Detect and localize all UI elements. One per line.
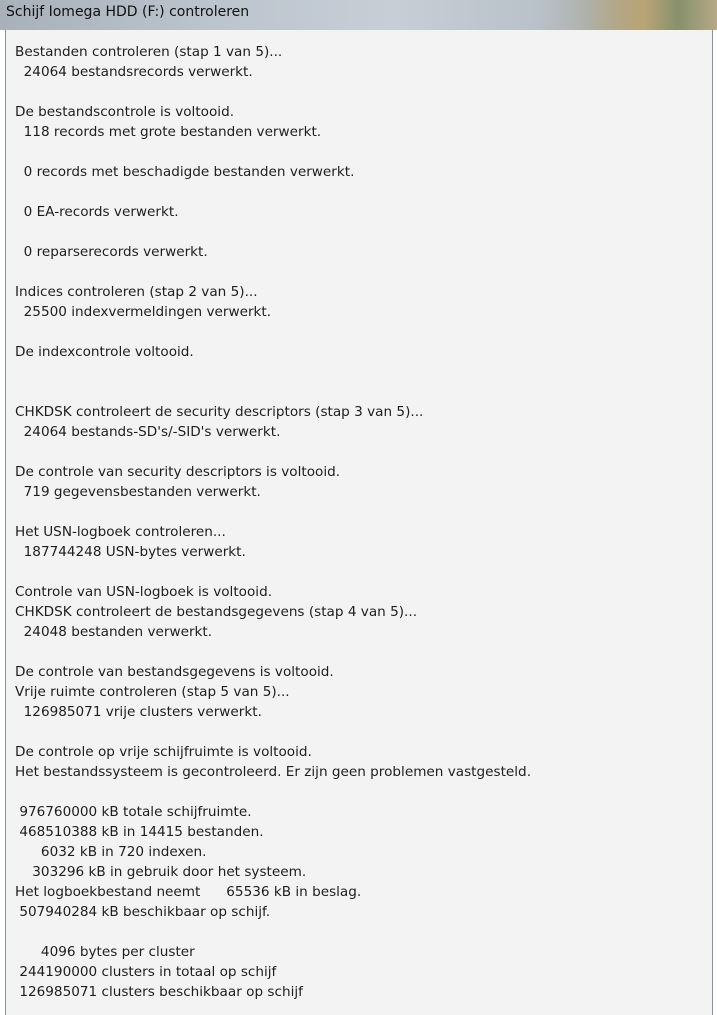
log-line: Bestanden controleren (stap 1 van 5)... [15,44,283,60]
log-line: 187744248 USN-bytes verwerkt. [15,544,246,560]
log-line: 507940284 kB beschikbaar op schijf. [15,904,271,920]
log-line [15,262,712,282]
log-line [15,182,712,202]
log-line: 24064 bestands-SD's/-SID's verwerkt. [15,424,281,440]
log-line: De controle van security descriptors is voltooid. [15,464,341,480]
log-line: Het USN-logboek controleren... [15,524,226,540]
log-line: 719 gegevensbestanden verwerkt. [15,484,261,500]
log-line [15,142,712,162]
log-line [15,222,712,242]
log-line [15,922,712,942]
log-line: 25500 indexvermeldingen verwerkt. [15,304,272,320]
log-line [15,502,712,522]
log-line: 976760000 kB totale schijfruimte. [15,804,252,820]
log-line: De indexcontrole voltooid. [15,344,194,360]
log-line: Controle van USN-logboek is voltooid. [15,584,273,600]
log-line: 126985071 clusters beschikbaar op schijf [15,984,303,1000]
log-line [15,322,712,342]
log-line: 24064 bestandsrecords verwerkt. [15,64,253,80]
log-line: CHKDSK controleert de bestandsgegevens (stap 4 van 5)... [15,604,418,620]
log-line [15,562,712,582]
log-line: 468510388 kB in 14415 bestanden. [15,824,264,840]
log-line: 126985071 vrije clusters verwerkt. [15,704,262,720]
log-line: Indices controleren (stap 2 van 5)... [15,284,258,300]
log-line: 0 EA-records verwerkt. [15,204,179,220]
log-line [15,442,712,462]
log-line: 24048 bestanden verwerkt. [15,624,213,640]
log-line: 0 records met beschadigde bestanden verwerkt. [15,164,355,180]
log-line: Het logboekbestand neemt 65536 kB in beslag. [15,884,362,900]
log-line: 0 reparserecords verwerkt. [15,244,208,260]
log-line: De controle van bestandsgegevens is voltooid. [15,664,334,680]
log-line: CHKDSK controleert de security descriptors (stap 3 van 5)... [15,404,424,420]
log-line [15,362,712,382]
log-line [15,382,712,402]
log-line: 244190000 clusters in totaal op schijf [15,964,277,980]
log-line [15,82,712,102]
log-line: 4096 bytes per cluster [15,944,195,960]
log-line: 118 records met grote bestanden verwerkt. [15,124,322,140]
chkdsk-log [15,42,712,1002]
log-line [15,722,712,742]
log-line: 303296 kB in gebruik door het systeem. [15,864,307,880]
log-line: 6032 kB in 720 indexen. [15,844,207,860]
log-line: De controle op vrije schijfruimte is voltooid. [15,744,312,760]
log-line [15,642,712,662]
log-line [15,782,712,802]
log-line: De bestandscontrole is voltooid. [15,104,235,120]
log-line: Vrije ruimte controleren (stap 5 van 5)... [15,684,290,700]
log-line: Het bestandssysteem is gecontroleerd. Er zijn geen problemen vastgesteld. [15,764,532,780]
chkdsk-window [5,30,713,1015]
title-bar[interactable] [0,0,717,30]
window-title: Schijf Iomega HDD (F:) controleren [6,4,250,20]
